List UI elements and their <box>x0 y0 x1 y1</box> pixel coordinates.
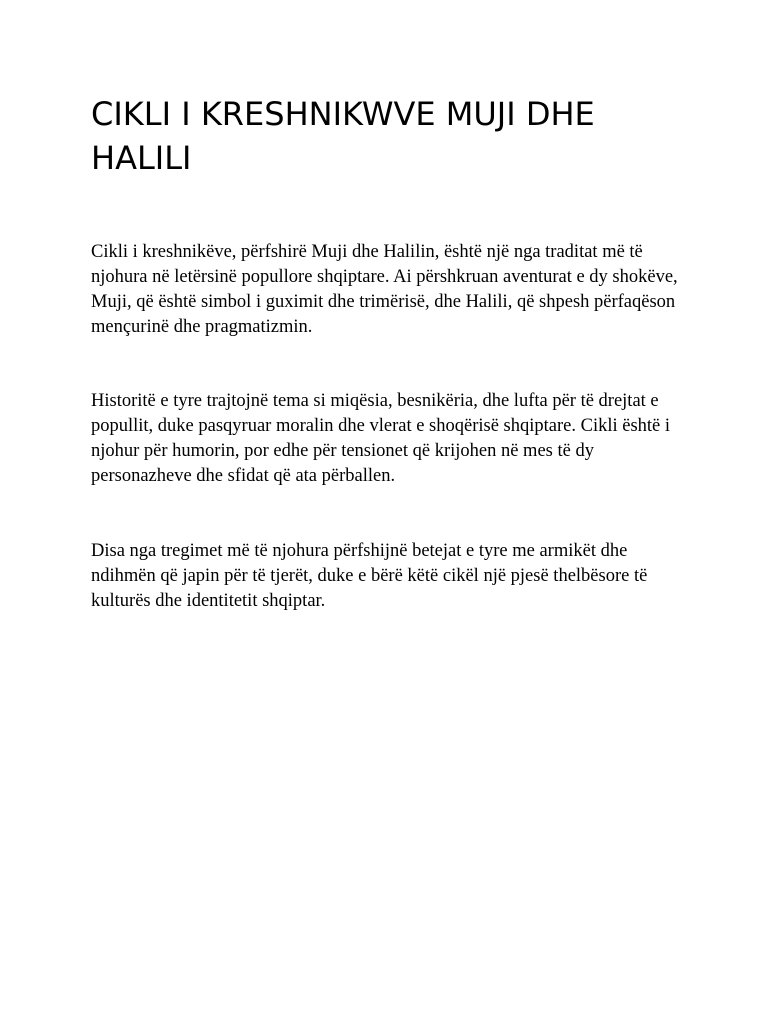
document-title: CIKLI I KRESHNIKWVE MUJI DHE HALILI <box>91 95 595 177</box>
paragraph-3: Disa nga tregimet më të njohura përfshijnë betejat e tyre me armikët dhe ndihmën që japin për të tjerët, duke e bërë këtë cikël një pjesë thelbësore të kulturës dhe identitetit shqiptar. <box>91 541 648 611</box>
paragraph-2: Historitë e tyre trajtojnë tema si miqësia, besnikëria, dhe lufta për të drejtat e popullit, duke pasqyruar moralin dhe vlerat e shoqërisë shqiptare. Cikli është i njohur për humorin, por edhe për tensionet që krijohen në mes të dy personazheve dhe sfidat që ata përballen. <box>91 391 671 486</box>
paragraph-1: Cikli i kreshnikëve, përfshirë Muji dhe Halilin, është një nga traditat më të njohura në letërsinë popullore shqiptare. Ai përshkruan aventurat e dy shokëve, Muji, që është simbol i guximit dhe trimërisë, dhe Halili, që shpesh përfaqëson mençurinë dhe pragmatizmin. <box>91 242 678 337</box>
